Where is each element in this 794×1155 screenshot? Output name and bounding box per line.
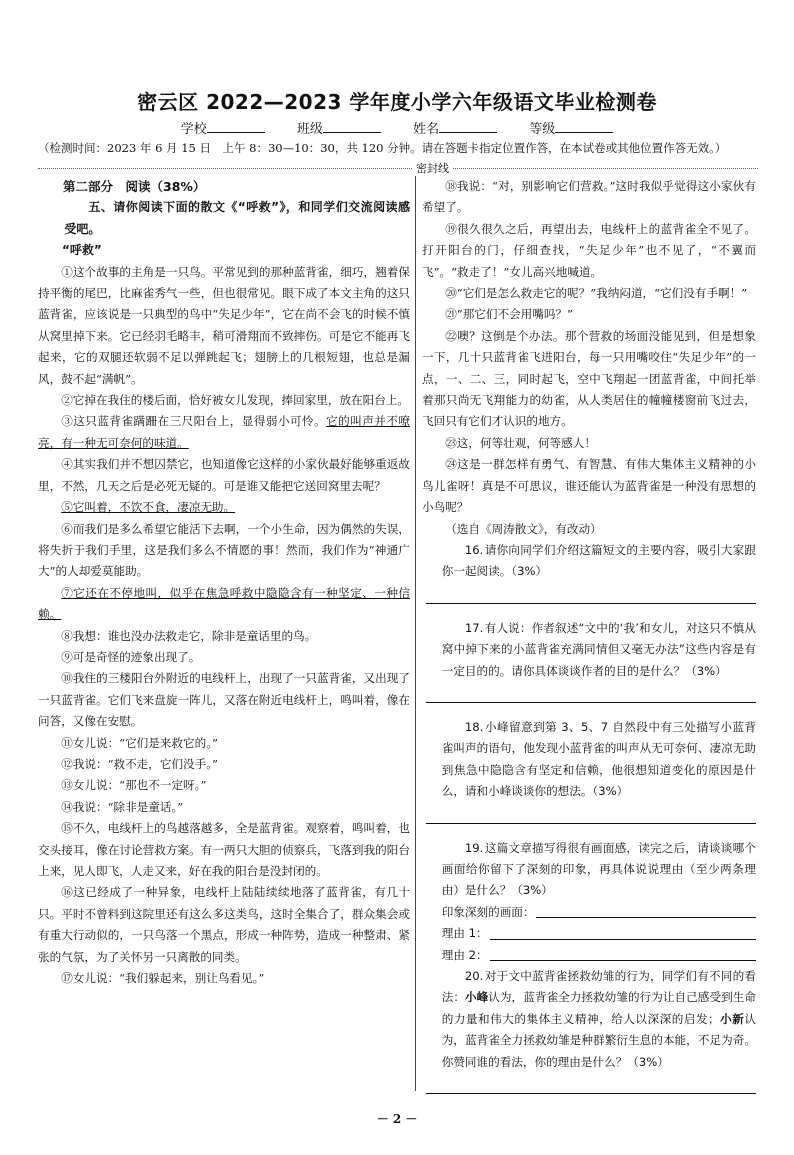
paragraph-17: ⑰女儿说：“我们躲起来，别让鸟看见。” xyxy=(61,971,265,986)
question-17-text: 有人说：作者叙述“文中的‘我’和女儿，对这只不慎从窝中掉下来的小蓝背雀充满同情但又毫无办法”这些内容是有一定目的的。请你具体谈谈作者的目的是什么？（3%） xyxy=(441,620,756,678)
question-20-name-xiaofeng: 小峰 xyxy=(465,990,489,1005)
left-column xyxy=(38,176,410,989)
paragraph-7-underlined: ⑦它还在不停地叫，似乎在焦急呼救中隐隐含有一种坚定、一种信赖。 xyxy=(38,585,410,622)
question-19-text: 这篇文章描写得很有画面感，读完之后，请谈谈哪个画面给你留下了深刻的印象，再具体说说理由（至少两条理由）是什么？（3%） xyxy=(441,840,756,898)
question-19-reason2-line[interactable] xyxy=(490,945,756,961)
name-field xyxy=(413,118,497,137)
name-label: 姓名 xyxy=(413,122,440,137)
spacer xyxy=(422,703,756,717)
name-blank[interactable] xyxy=(439,120,497,133)
question-18-number: 18. xyxy=(464,719,484,734)
paragraph-5 xyxy=(38,497,410,518)
reading-instruction: 五、请你阅读下面的散文《“呼救”》，和同学们交流阅读感受吧。 xyxy=(64,200,410,236)
paragraph-3 xyxy=(38,411,410,454)
paragraph-18: ⑱我说：“对，别影响它们营救。”这时我似乎觉得这小家伙有希望了。 xyxy=(422,179,756,215)
question-20-text-a: 对于文中蓝背雀拯救幼雏的行为，同学们有不同的看法： xyxy=(441,969,756,1005)
paragraph-14: ⑭我说：“除非是童话。” xyxy=(61,799,184,814)
question-20-number: 20. xyxy=(464,969,484,983)
exam-title: 密云区 2022—2023 学年度小学六年级语文毕业检测卷 xyxy=(137,90,657,114)
question-19-image-label: 印象深刻的画面： xyxy=(441,904,535,919)
question-20-name-xiaoxin: 小新 xyxy=(719,1011,745,1026)
paragraph-19: ⑲很久很久之后，再望出去，电线杆上的蓝背雀全不见了。打开阳台的门，仔细查找，“失足少年”也不见了，“不翼而飞”。“救走了！”女儿高兴地喊道。 xyxy=(422,221,756,279)
question-19-number: 19. xyxy=(464,840,484,855)
class-blank[interactable] xyxy=(323,120,381,133)
right-column xyxy=(422,176,756,1094)
paragraph-7 xyxy=(38,583,410,626)
question-20 xyxy=(422,966,756,1073)
question-18-answer-line[interactable] xyxy=(426,809,756,824)
paragraph-13: ⑬女儿说：“那也不一定呀。” xyxy=(61,778,207,793)
school-field xyxy=(181,118,265,137)
question-19-reason1-label: 理由 1： xyxy=(441,926,488,941)
question-19-reason1-line[interactable] xyxy=(490,923,756,939)
paragraph-22: ㉒噢？这倒是个办法。那个营救的场面没能见到，但是想象一下，几十只蓝背雀飞进阳台，每一只用嘴咬住“失足少年”的一点，一、二、三，同时起飞，空中飞翔起一团蓝背雀，中间托举着那只尚无飞翔能力的幼雀，从人类居住的幢幢楼窗前飞过去，飞回只有它们才认识的地方。 xyxy=(422,328,756,429)
seal-line xyxy=(38,160,758,174)
spacer xyxy=(422,824,756,838)
question-19-reason2-row xyxy=(422,945,756,966)
question-18 xyxy=(422,717,756,803)
seal-dotted-line xyxy=(38,168,758,169)
question-19-image-row xyxy=(422,902,756,923)
question-16-number: 16. xyxy=(464,542,484,557)
paragraph-8: ⑧我想：谁也没办法救走它，除非是童话里的鸟。 xyxy=(61,628,317,643)
column-divider xyxy=(415,176,416,1091)
question-16-answer-line[interactable] xyxy=(426,589,756,604)
question-19-reason1-row xyxy=(422,923,756,944)
paragraph-9: ⑨可是奇怪的迹象出现了。 xyxy=(61,649,201,664)
grade-label: 等级 xyxy=(529,122,556,137)
spacer xyxy=(422,604,756,618)
paragraph-12: ⑫我说：“救不走，它们没手。” xyxy=(61,756,218,771)
paragraph-2: ②它掉在我住的楼后面，恰好被女儿发现，捧回家里，放在阳台上。 xyxy=(61,393,410,408)
paragraph-4: ④其实我们并不想囚禁它，也知道像它这样的小家伙最好能够重返故里，不然，几天之后是必死无疑的。可是谁又能把它送回窝里去呢？ xyxy=(38,457,410,493)
passage-source: （选自《周涛散文》，有改动） xyxy=(445,521,602,536)
class-label: 班级 xyxy=(296,122,323,137)
question-19-reason2-label: 理由 2： xyxy=(441,947,488,962)
paragraph-10: ⑩我住的三楼阳台外附近的电线杆上，出现了一只蓝背雀，又出现了一只蓝背雀。它们飞来盘旋一阵儿，又落在附近电线杆上，鸣叫着，像在问答，又像在安慰。 xyxy=(38,671,410,729)
paragraph-16: ⑯这已经成了一种异象，电线杆上陆陆续续地落了蓝背雀，有几十只。平时不曾料到这院里还有这么多这类鸟，这时全集合了，群众集会或有重大行动似的，一只鸟落一个黑点，形成一种阵势，造成一种整肃、紧张的气氛，为了关怀另一只离散的同类。 xyxy=(38,885,410,964)
question-20-text-b: 认为，蓝背雀全力拯救幼雏的行为让自己感受到生命的力量和伟大的集体主义精神，给人以深深的启发； xyxy=(441,990,756,1026)
question-16-text: 请你向同学们介绍这篇短文的主要内容，吸引大家跟你一起阅读。（3%） xyxy=(441,542,756,579)
paragraph-20: ⑳“它们是怎么救走它的呢？”我纳闷道，“它们没有手啊！” xyxy=(445,286,748,301)
grade-field xyxy=(529,118,613,137)
school-blank[interactable] xyxy=(207,120,265,133)
school-label: 学校 xyxy=(180,122,207,137)
question-16 xyxy=(422,540,756,583)
question-17 xyxy=(422,618,756,682)
paragraph-15: ⑮不久，电线杆上的鸟越落越多，全是蓝背雀。观察着，鸣叫着，也交头接耳，像在讨论营救方案。有一两只大胆的侦察兵，飞落到我的阳台上来，见人即飞，人走又来，好在我的阳台是没封闭的。 xyxy=(38,821,410,878)
class-field xyxy=(297,118,381,137)
question-17-answer-line[interactable] xyxy=(426,688,756,703)
question-18-text: 小峰留意到第 3、5、7 自然段中有三处描写小蓝背雀叫声的语句，他发现小蓝背雀的叫声从无可奈何、凄凉无助到焦急中隐隐含有坚定和信赖，他很想知道变化的原因是什么，请和小峰谈谈你的想法。（3%） xyxy=(441,719,756,799)
exam-notice: （检测时间：2023 年 6 月 15 日 上午 8：30—10：30，共 120 分钟。请在答题卡指定位置作答，在本试卷或其他位置作答无效。） xyxy=(38,141,727,155)
passage-title: “呼救” xyxy=(62,243,102,258)
paragraph-3-underlined: 它的叫声并不嘹亮，有一种无可奈何的味道。 xyxy=(38,414,410,450)
paragraph-6: ⑥而我们是多么希望它能活下去啊，一个小生命，因为偶然的失误，将失折于我们手里，这是我们多么不情愿的事！然而，我们作为“神通广大”的人却爱莫能助。 xyxy=(38,521,410,579)
paragraph-5-underlined: ⑤它叫着，不饮不食，凄凉无助。 xyxy=(61,500,236,515)
section-heading: 第二部分 阅读（38%） xyxy=(63,179,206,194)
page-number: － 2 － xyxy=(376,1112,418,1126)
question-20-answer-line[interactable] xyxy=(426,1079,756,1094)
question-19-image-line[interactable] xyxy=(536,902,756,918)
student-info-row xyxy=(0,118,794,137)
paragraph-23: ㉓这，何等壮观，何等感人！ xyxy=(445,435,596,450)
seal-line-label: 密封线 xyxy=(413,160,452,176)
paragraph-24: ㉔这是一群怎样有勇气、有智慧、有伟大集体主义精神的小鸟儿雀呀！真是不可思议，谁还能认为蓝背雀是一种没有思想的小鸟呢？ xyxy=(422,457,756,515)
paragraph-1: ①这个故事的主角是一只鸟。平常见到的那种蓝背雀，细巧，翘着保持平衡的尾巴，比麻雀秀气一些，但也很常见。眼下成了本文主角的这只蓝背雀，应该说是一只典型的鸟中“失足少年”，它在尚不会飞的时候不慎从窝里掉下来。它已经羽毛略丰，稍可滑翔而不致摔伤。可是它不能再飞起来，它的双腿还软弱不足以弹跳起飞；翅膀上的几根短翅，也总是漏风，鼓不起“满帆”。 xyxy=(38,264,410,386)
question-17-number: 17. xyxy=(464,620,484,635)
grade-blank[interactable] xyxy=(555,120,613,133)
question-20-text-c: 认为，蓝背雀全力拯救幼雏是种群繁衍生息的本能，不足为奇。你赞同谁的看法，你的理由是什么？（3%） xyxy=(441,1011,756,1069)
paragraph-11: ⑪女儿说：“它们是来救它的。” xyxy=(61,735,218,750)
paragraph-3-text: ③这只蓝背雀蹒跚在三尺阳台上，显得弱小可怜。 xyxy=(61,414,327,429)
question-19 xyxy=(422,838,756,902)
paragraph-21: ㉑“那它们不会用嘴吗？” xyxy=(445,307,573,322)
